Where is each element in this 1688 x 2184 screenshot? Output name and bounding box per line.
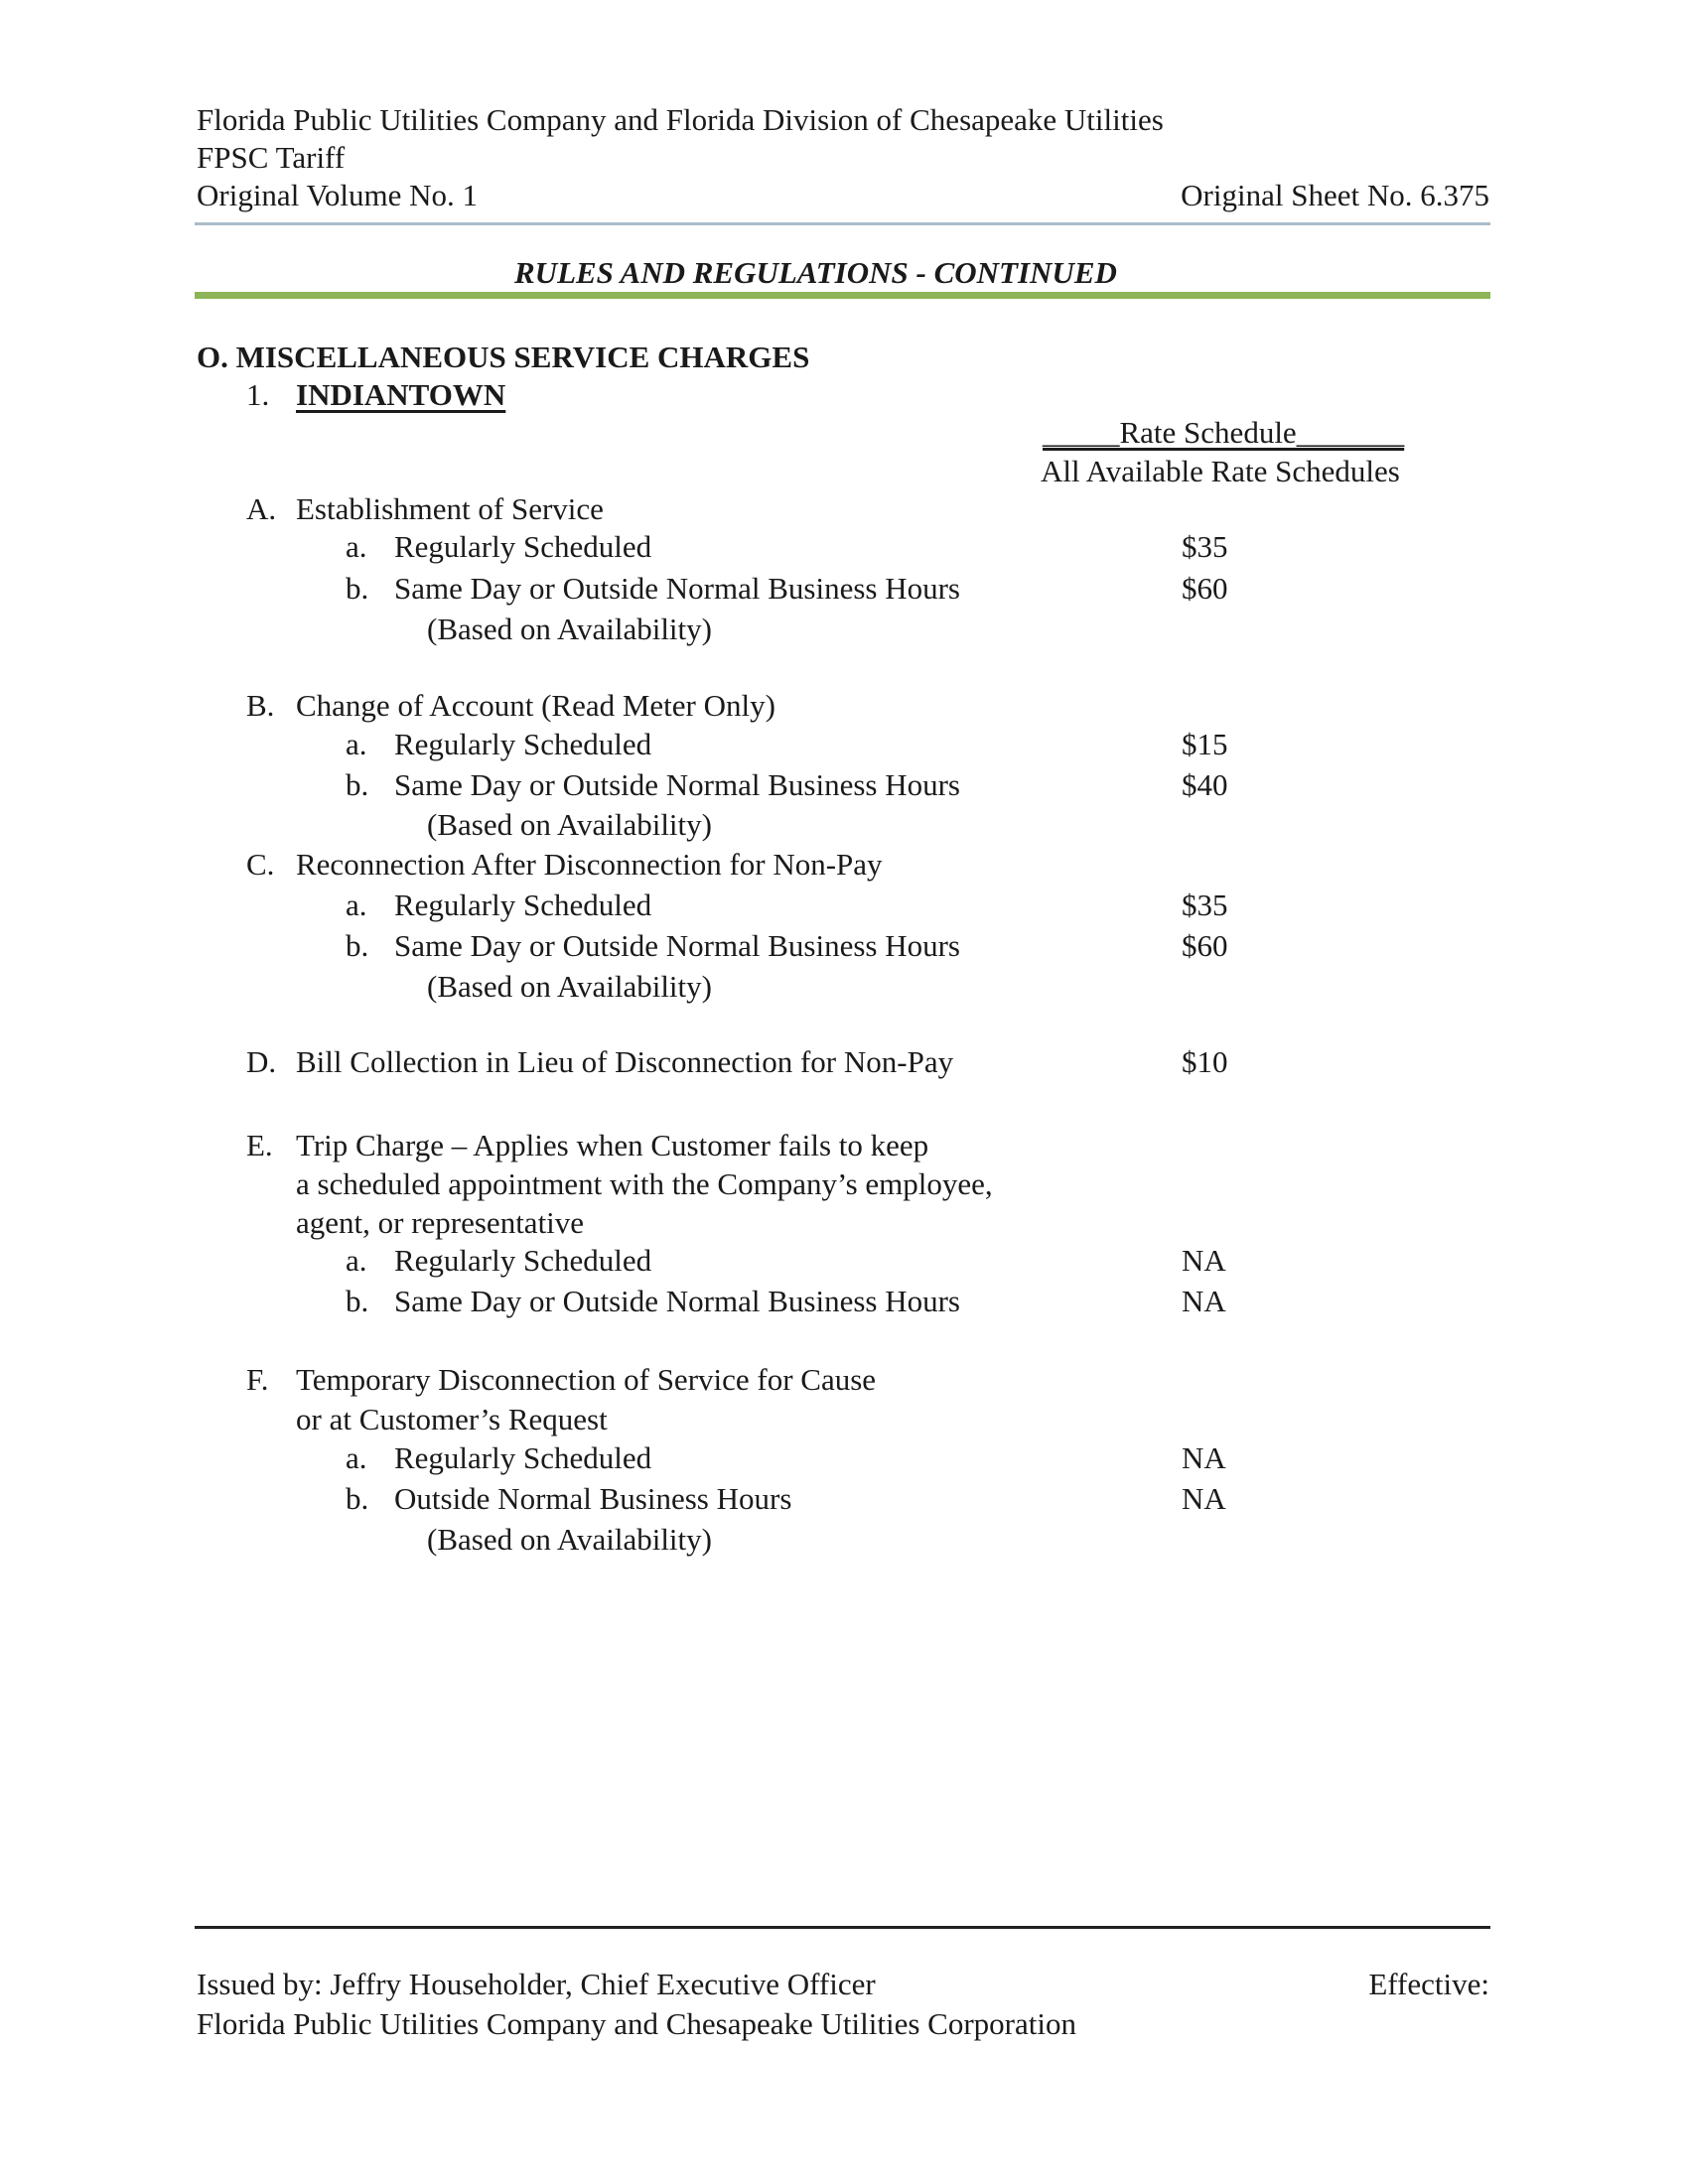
header-company: Florida Public Utilities Company and Florida Division of Chesapeake Utilities (197, 102, 1164, 137)
charge-c-item-b-value: $60 (1182, 928, 1228, 963)
charge-b-item-b-label: Same Day or Outside Normal Business Hours (394, 767, 960, 802)
charge-f-item-b-note: (Based on Availability) (427, 1522, 712, 1557)
footer-effective: Effective: (1368, 1967, 1489, 2001)
charge-d-title: Bill Collection in Lieu of Disconnection for Non-Pay (296, 1044, 954, 1079)
charge-b-item-b-marker: b. (346, 767, 369, 802)
charge-e-letter: E. (246, 1128, 273, 1162)
charge-e-title-line-2: a scheduled appointment with the Company’s employee, (296, 1166, 993, 1201)
charge-c-title: Reconnection After Disconnection for Non-Pay (296, 847, 883, 882)
charge-e-item-b-marker: b. (346, 1284, 369, 1318)
charge-e-item-b-value: NA (1182, 1284, 1226, 1318)
charge-f-item-b-value: NA (1182, 1481, 1226, 1516)
rate-schedule-label: _____Rate Schedule_______ (1043, 415, 1405, 450)
charge-a-item-b-marker: b. (346, 571, 369, 606)
charge-d-value: $10 (1182, 1044, 1228, 1079)
charge-c-item-a-value: $35 (1182, 887, 1228, 922)
section-divider (195, 292, 1490, 299)
charge-a-item-b-label: Same Day or Outside Normal Business Hours (394, 571, 960, 606)
charge-a-title: Establishment of Service (296, 491, 604, 526)
rate-schedule-sublabel: All Available Rate Schedules (1041, 454, 1400, 488)
charge-b-item-a-value: $15 (1182, 727, 1228, 761)
charge-c-item-b-label: Same Day or Outside Normal Business Hours (394, 928, 960, 963)
charge-e-item-a-marker: a. (346, 1243, 367, 1278)
charge-f-item-a-label: Regularly Scheduled (394, 1440, 652, 1475)
charge-c-item-a-marker: a. (346, 887, 367, 922)
charge-a-item-b-value: $60 (1182, 571, 1228, 606)
charge-f-item-b-marker: b. (346, 1481, 369, 1516)
charge-c-item-b-marker: b. (346, 928, 369, 963)
charge-f-item-b-label: Outside Normal Business Hours (394, 1481, 792, 1516)
charge-a-item-b-note: (Based on Availability) (427, 612, 712, 646)
charge-f-title-line-1: Temporary Disconnection of Service for Cause (296, 1362, 877, 1397)
charge-e-title-line-3: agent, or representative (296, 1205, 585, 1240)
section-title: RULES AND REGULATIONS - CONTINUED (514, 255, 1117, 290)
charge-f-item-a-value: NA (1182, 1440, 1226, 1475)
charge-a-item-a-value: $35 (1182, 529, 1228, 564)
charge-e-title-line-1: Trip Charge – Applies when Customer fails to keep (296, 1128, 929, 1162)
charge-a-letter: A. (246, 491, 277, 526)
charge-c-item-a-label: Regularly Scheduled (394, 887, 652, 922)
footer-company: Florida Public Utilities Company and Chesapeake Utilities Corporation (197, 2006, 1076, 2041)
charge-b-item-a-label: Regularly Scheduled (394, 727, 652, 761)
charge-c-item-b-note: (Based on Availability) (427, 969, 712, 1004)
section-heading: O. MISCELLANEOUS SERVICE CHARGES (197, 340, 810, 374)
charge-b-item-b-note: (Based on Availability) (427, 807, 712, 842)
subheading-title: INDIANTOWN (296, 377, 506, 412)
charge-e-item-a-value: NA (1182, 1243, 1226, 1278)
charge-e-item-a-label: Regularly Scheduled (394, 1243, 652, 1278)
charge-e-item-b-label: Same Day or Outside Normal Business Hours (394, 1284, 960, 1318)
charge-c-letter: C. (246, 847, 275, 882)
header-tariff: FPSC Tariff (197, 140, 346, 175)
charge-b-letter: B. (246, 688, 275, 723)
footer-issued-by: Issued by: Jeffry Householder, Chief Executive Officer (197, 1967, 876, 2001)
charge-f-item-a-marker: a. (346, 1440, 367, 1475)
charge-b-item-b-value: $40 (1182, 767, 1228, 802)
header-volume: Original Volume No. 1 (197, 178, 479, 212)
charge-d-letter: D. (246, 1044, 277, 1079)
header-divider (195, 222, 1490, 225)
subheading-number: 1. (246, 377, 270, 412)
charge-f-letter: F. (246, 1362, 269, 1397)
charge-b-title: Change of Account (Read Meter Only) (296, 688, 775, 723)
footer-divider (195, 1926, 1490, 1929)
charge-f-title-line-2: or at Customer’s Request (296, 1402, 608, 1436)
charge-a-item-a-marker: a. (346, 529, 367, 564)
charge-b-item-a-marker: a. (346, 727, 367, 761)
charge-a-item-a-label: Regularly Scheduled (394, 529, 652, 564)
header-sheet-number: Original Sheet No. 6.375 (1181, 178, 1489, 212)
